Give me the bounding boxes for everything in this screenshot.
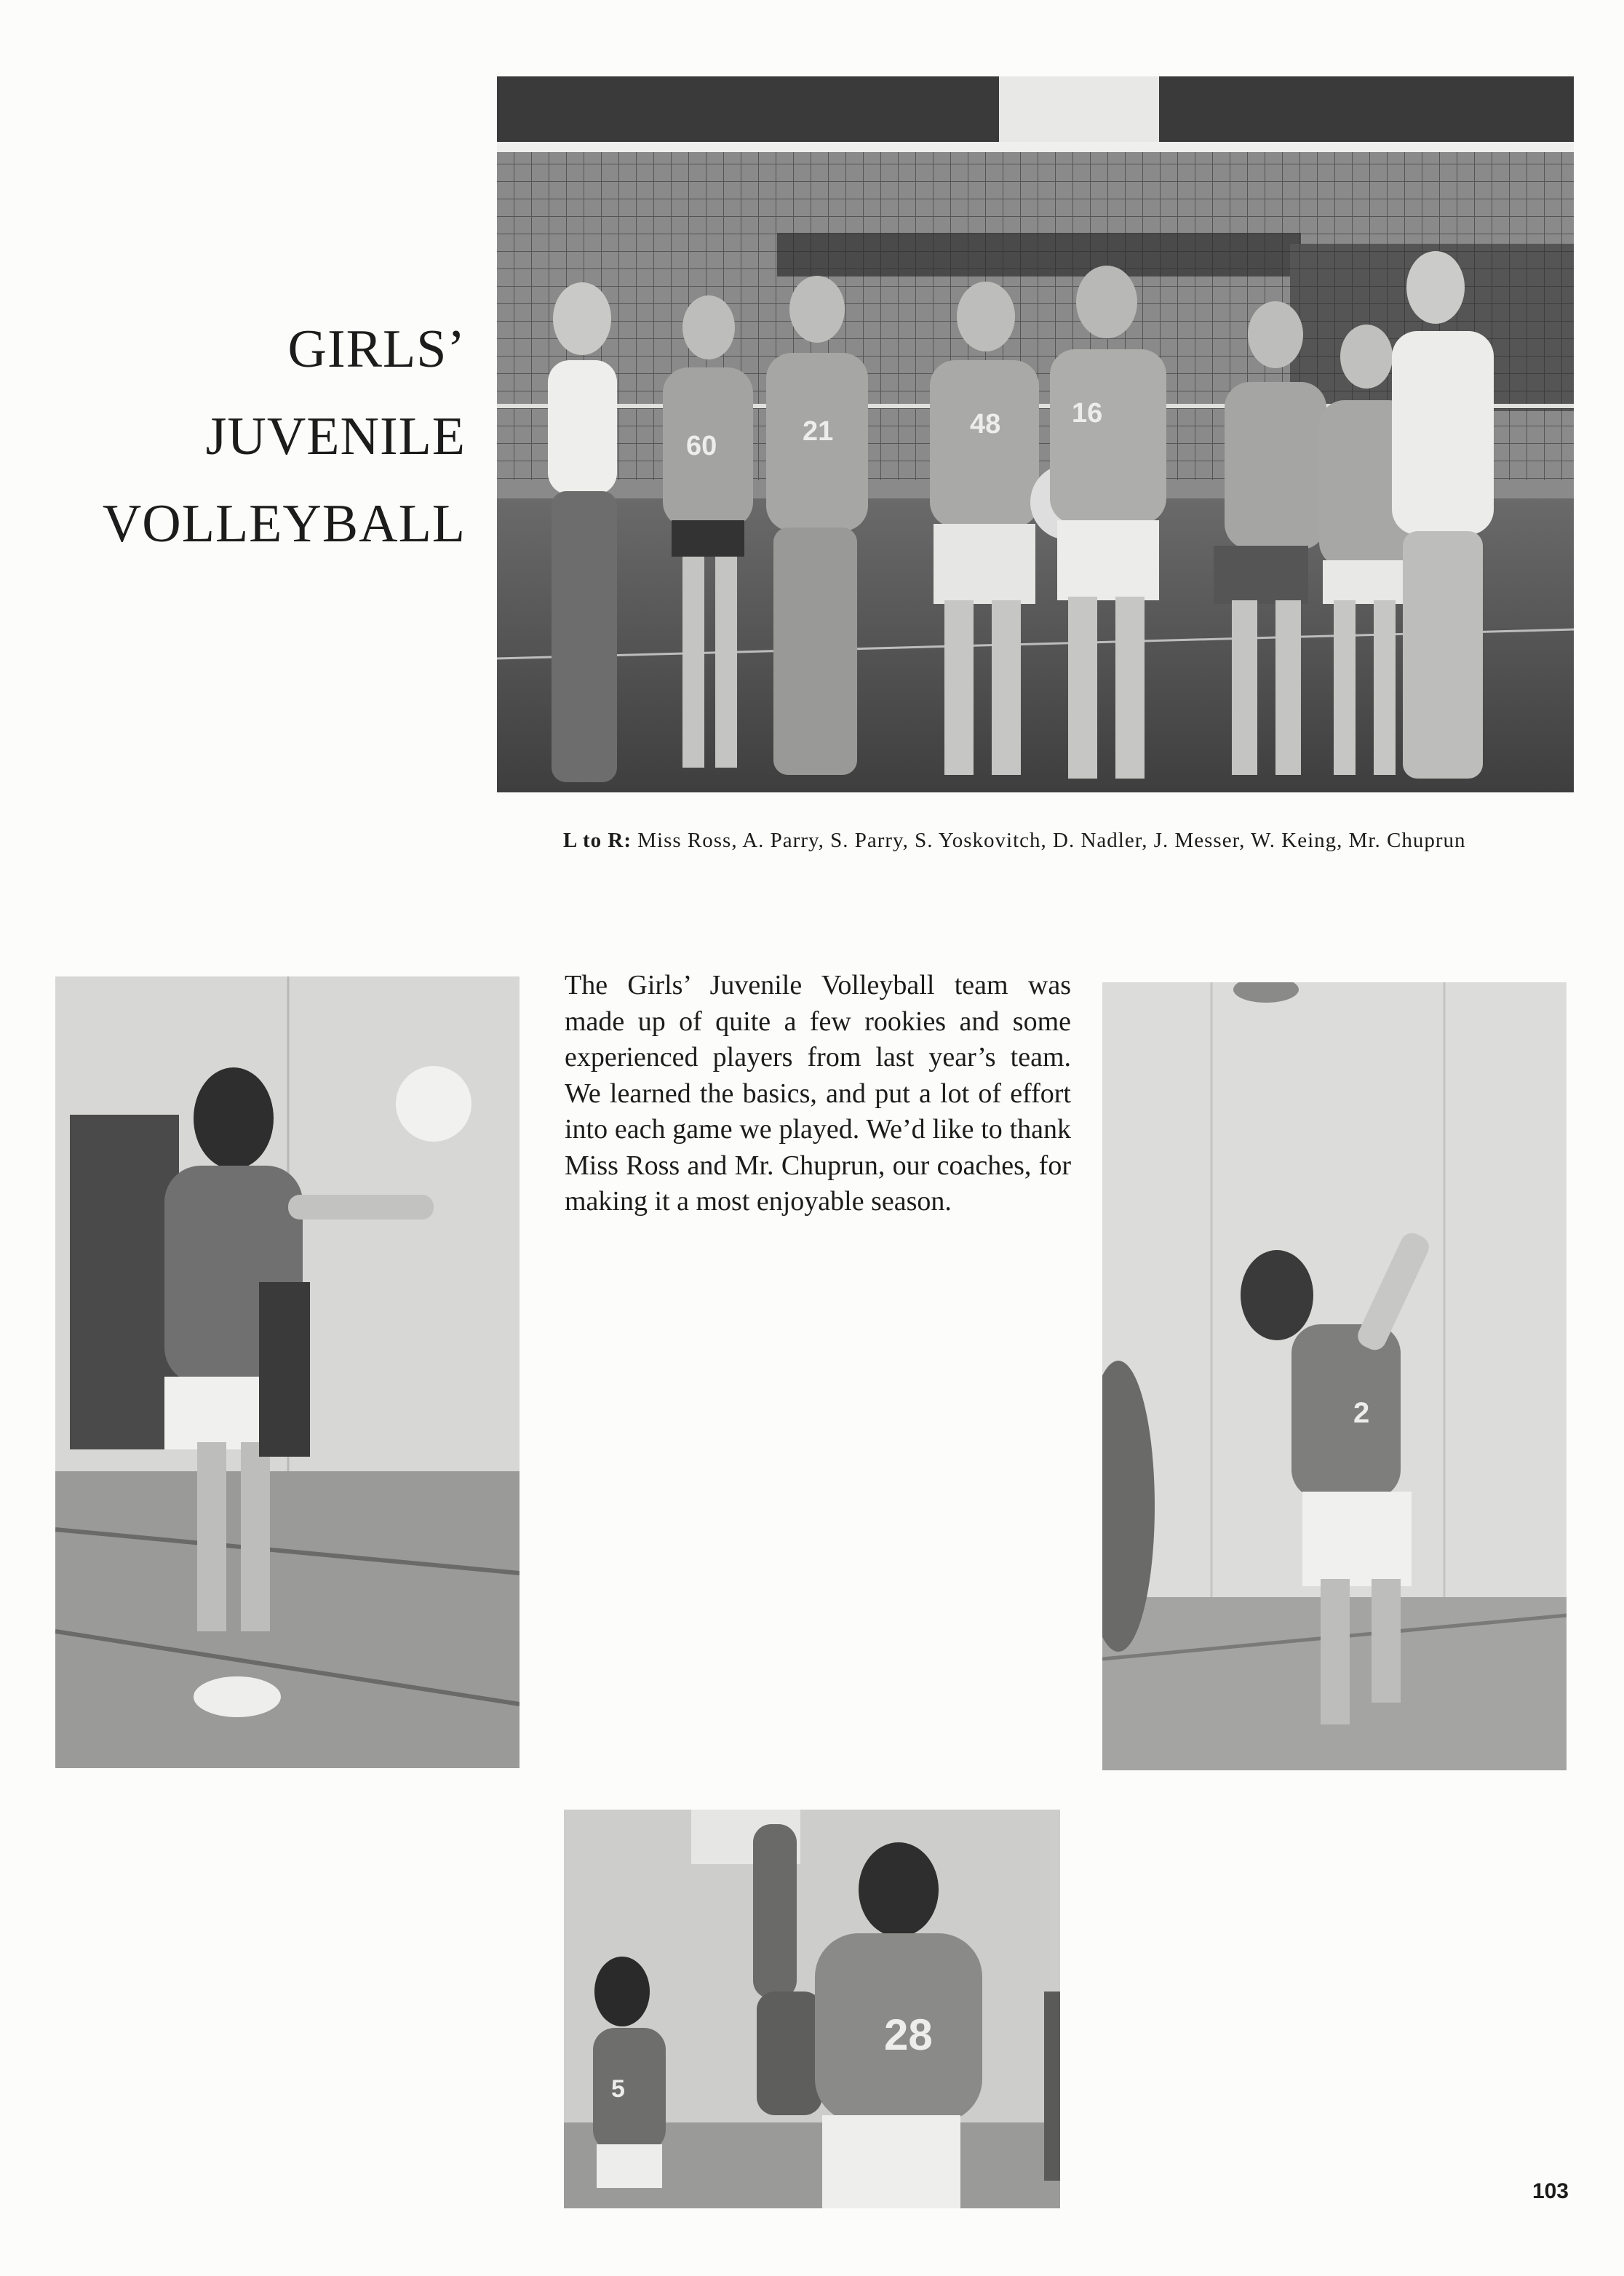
caption-lead: L to R: [563,829,632,852]
caption-names: Miss Ross, A. Parry, S. Parry, S. Yoskovitch, D. Nadler, J. Messer, W. Keing, Mr. Chuprun [632,829,1466,852]
jersey-number: 48 [970,409,1001,439]
heading-line-1: GIRLS’ [287,319,466,379]
jersey-number: 2 [1353,1397,1370,1429]
photo-caption [563,827,1509,854]
heading-line-3: VOLLEYBALL [102,494,466,554]
jersey-number: 21 [803,416,834,447]
article-body: The Girls’ Juvenile Volleyball team was made up of quite a few rookies and some experienced players from last year’s team. We learned the basics, and put a lot of effort into each game we played. We’d like to thank Miss Ross and Mr. Chuprun, our coaches, for making it a most enjoyable season. [565,970,1071,1217]
action-photo-spike [1102,982,1567,1770]
heading-line-2: JUVENILE [205,407,466,466]
action-photo-block [564,1810,1060,2208]
jersey-number: 28 [884,2010,933,2059]
page-heading [44,306,466,568]
jersey-number: 5 [611,2075,625,2103]
page-number: 103 [1532,2179,1569,2203]
jersey-number: 60 [686,431,717,461]
action-photo-bump [55,976,520,1768]
team-photo [497,76,1574,792]
jersey-number: 16 [1072,398,1103,429]
